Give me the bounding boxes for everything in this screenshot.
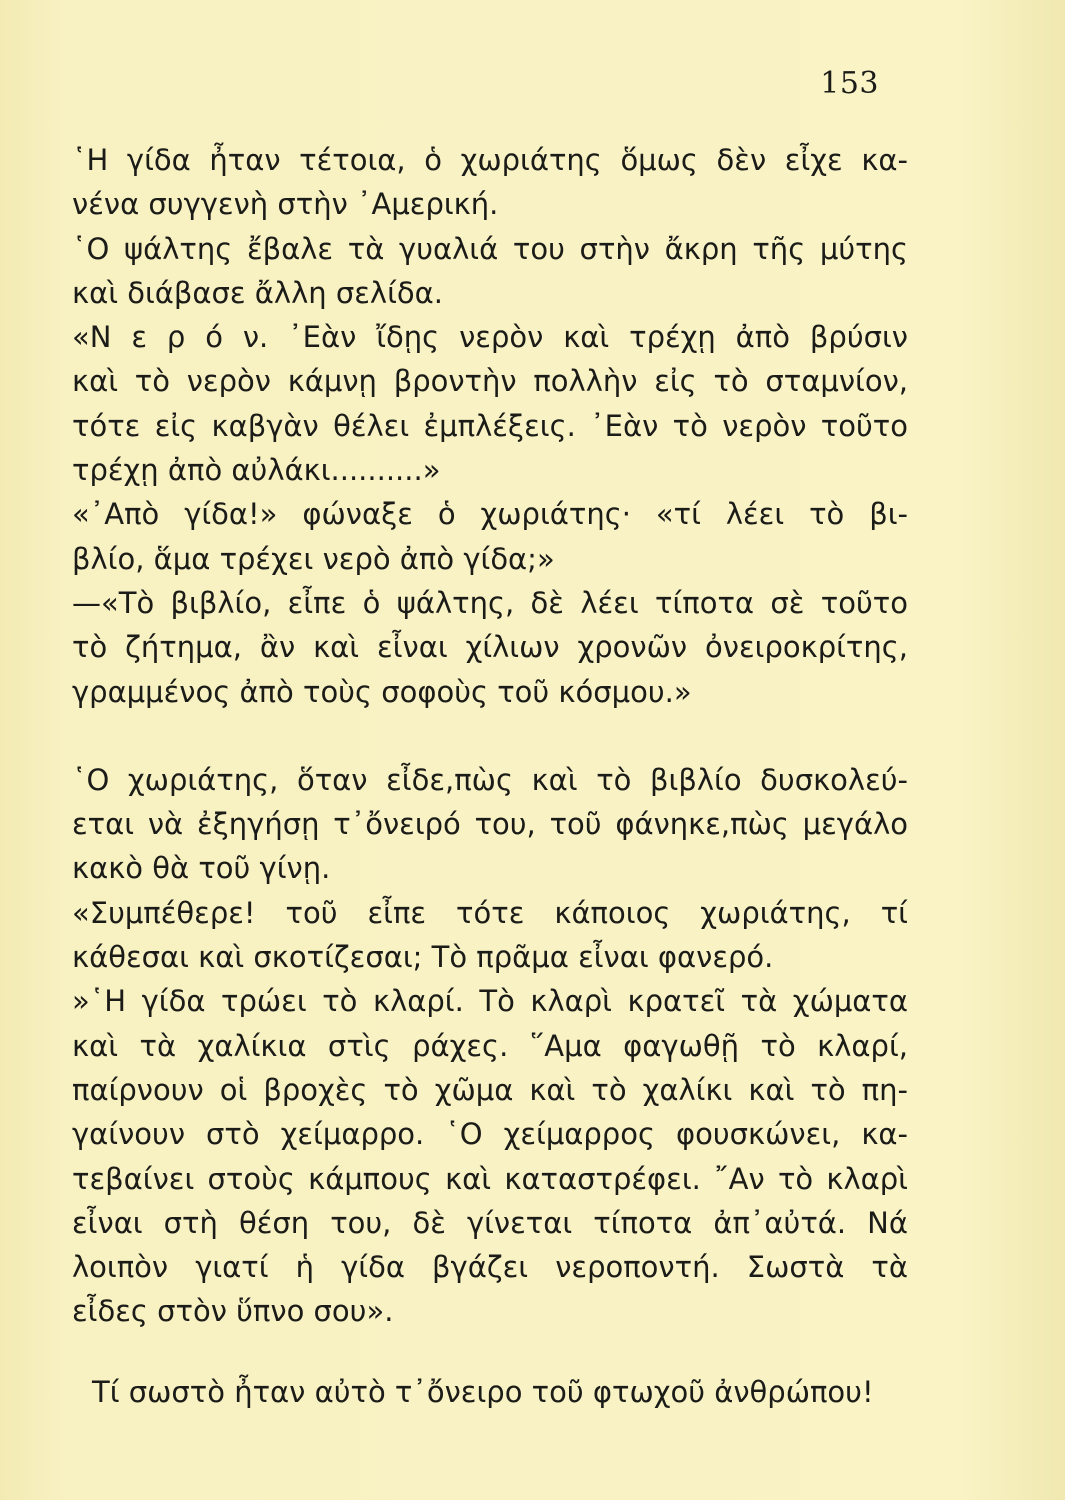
text-line: —«Τὸ βιβλίο, εἶπε ὁ ψάλτης, δὲ λέει τίποτα σὲ τοῦτο	[72, 585, 908, 620]
text-line: καὶ τὰ χαλίκια στὶς ράχες. ῞Αμα φαγωθῇ τὸ κλαρί,	[72, 1028, 908, 1063]
text-line: «Συμπέθερε! τοῦ εἶπε τότε κάποιος χωριάτης, τί	[72, 895, 908, 930]
text-line: εἶδες στὸν ὕπνο σου».	[72, 1294, 394, 1329]
paragraph	[72, 138, 908, 227]
paragraph	[72, 979, 908, 1333]
text-line: γαίνουν στὸ χείμαρρο. ῾Ο χείμαρρος φουσκώνει, κα-	[72, 1117, 908, 1152]
text-line: «᾿Απὸ γίδα!» φώναξε ὁ χωριάτης· «τί λέει τὸ βι-	[72, 497, 908, 532]
text-line: τότε εἰς καβγὰν θέλει ἐμπλέξεις. ᾿Εὰν τὸ νερὸν τοῦτο	[72, 408, 908, 443]
paragraph	[72, 492, 908, 581]
paragraph	[72, 891, 908, 980]
text-line: παίρνουν οἱ βροχὲς τὸ χῶμα καὶ τὸ χαλίκι καὶ τὸ πη-	[72, 1072, 908, 1107]
text-line: τεβαίνει στοὺς κάμπους καὶ καταστρέφει. ῎Αν τὸ κλαρὶ	[72, 1161, 908, 1196]
text-line: εἶναι στὴ θέση του, δὲ γίνεται τίποτα ἀπ᾿αὐτά. Νά	[72, 1205, 908, 1240]
text-line: ῾Ο χωριάτης, ὅταν εἶδε,πὼς καὶ τὸ βιβλίο δυσκολεύ-	[72, 762, 908, 797]
text-line: κάθεσαι καὶ σκοτίζεσαι; Τὸ πρᾶμα εἶναι φανερό.	[72, 940, 774, 975]
text-line: κακὸ θὰ τοῦ γίνῃ.	[72, 851, 331, 886]
text-line: καὶ τὸ νερὸν κάμνῃ βροντὴν πολλὴν εἰς τὸ σταμνίον,	[72, 364, 908, 399]
text-line: «Ν ε ρ ό ν. ᾿Εὰν ἴδῃς νερὸν καὶ τρέχῃ ἀπὸ βρύσιν	[72, 320, 908, 355]
text-line: τὸ ζήτημα, ἂν καὶ εἶναι χίλιων χρονῶν ὀνειροκρίτης,	[72, 630, 908, 665]
text-line: »῾Η γίδα τρώει τὸ κλαρί. Τὸ κλαρὶ κρατεῖ τὰ χώματα	[72, 984, 908, 1019]
paragraph	[72, 758, 908, 891]
text-line: ῾Η γίδα ἦταν τέτοια, ὁ χωριάτης ὅμως δὲν εἶχε κα-	[72, 143, 908, 177]
text-line: γραμμένος ἀπὸ τοὺς σοφοὺς τοῦ κόσμου.»	[72, 674, 692, 709]
text-line: ῾Ο ψάλτης ἔβαλε τὰ γυαλιά του στὴν ἄκρη τῆς μύτης	[72, 231, 908, 266]
closing-paragraph	[72, 1370, 908, 1414]
text-line: νένα συγγενὴ στὴν ᾿Αμερική.	[72, 187, 499, 222]
paragraph	[72, 227, 908, 316]
paragraph-gap	[72, 714, 908, 758]
text-line: καὶ διάβασε ἄλλη σελίδα.	[72, 275, 443, 310]
text-line: βλίο, ἅμα τρέχει νερὸ ἀπὸ γίδα;»	[72, 541, 555, 576]
page-number: 153	[820, 66, 879, 101]
text-line: τρέχῃ ἀπὸ αὐλάκι..........»	[72, 453, 441, 488]
text-line: Τί σωστὸ ἦταν αὐτὸ τ᾿ὄνειρο τοῦ φτωχοῦ ἀνθρώπου!	[92, 1374, 874, 1409]
paragraph	[72, 581, 908, 714]
body-text	[72, 138, 908, 1414]
paragraph	[72, 315, 908, 492]
text-line: εται νὰ ἐξηγήσῃ τ᾿ὄνειρό του, τοῦ φάνηκε,πὼς μεγάλο	[72, 807, 908, 842]
text-line: λοιπὸν γιατί ἡ γίδα βγάζει νεροποντή. Σωστὰ τὰ	[72, 1250, 908, 1285]
paragraph-gap	[72, 1334, 908, 1370]
